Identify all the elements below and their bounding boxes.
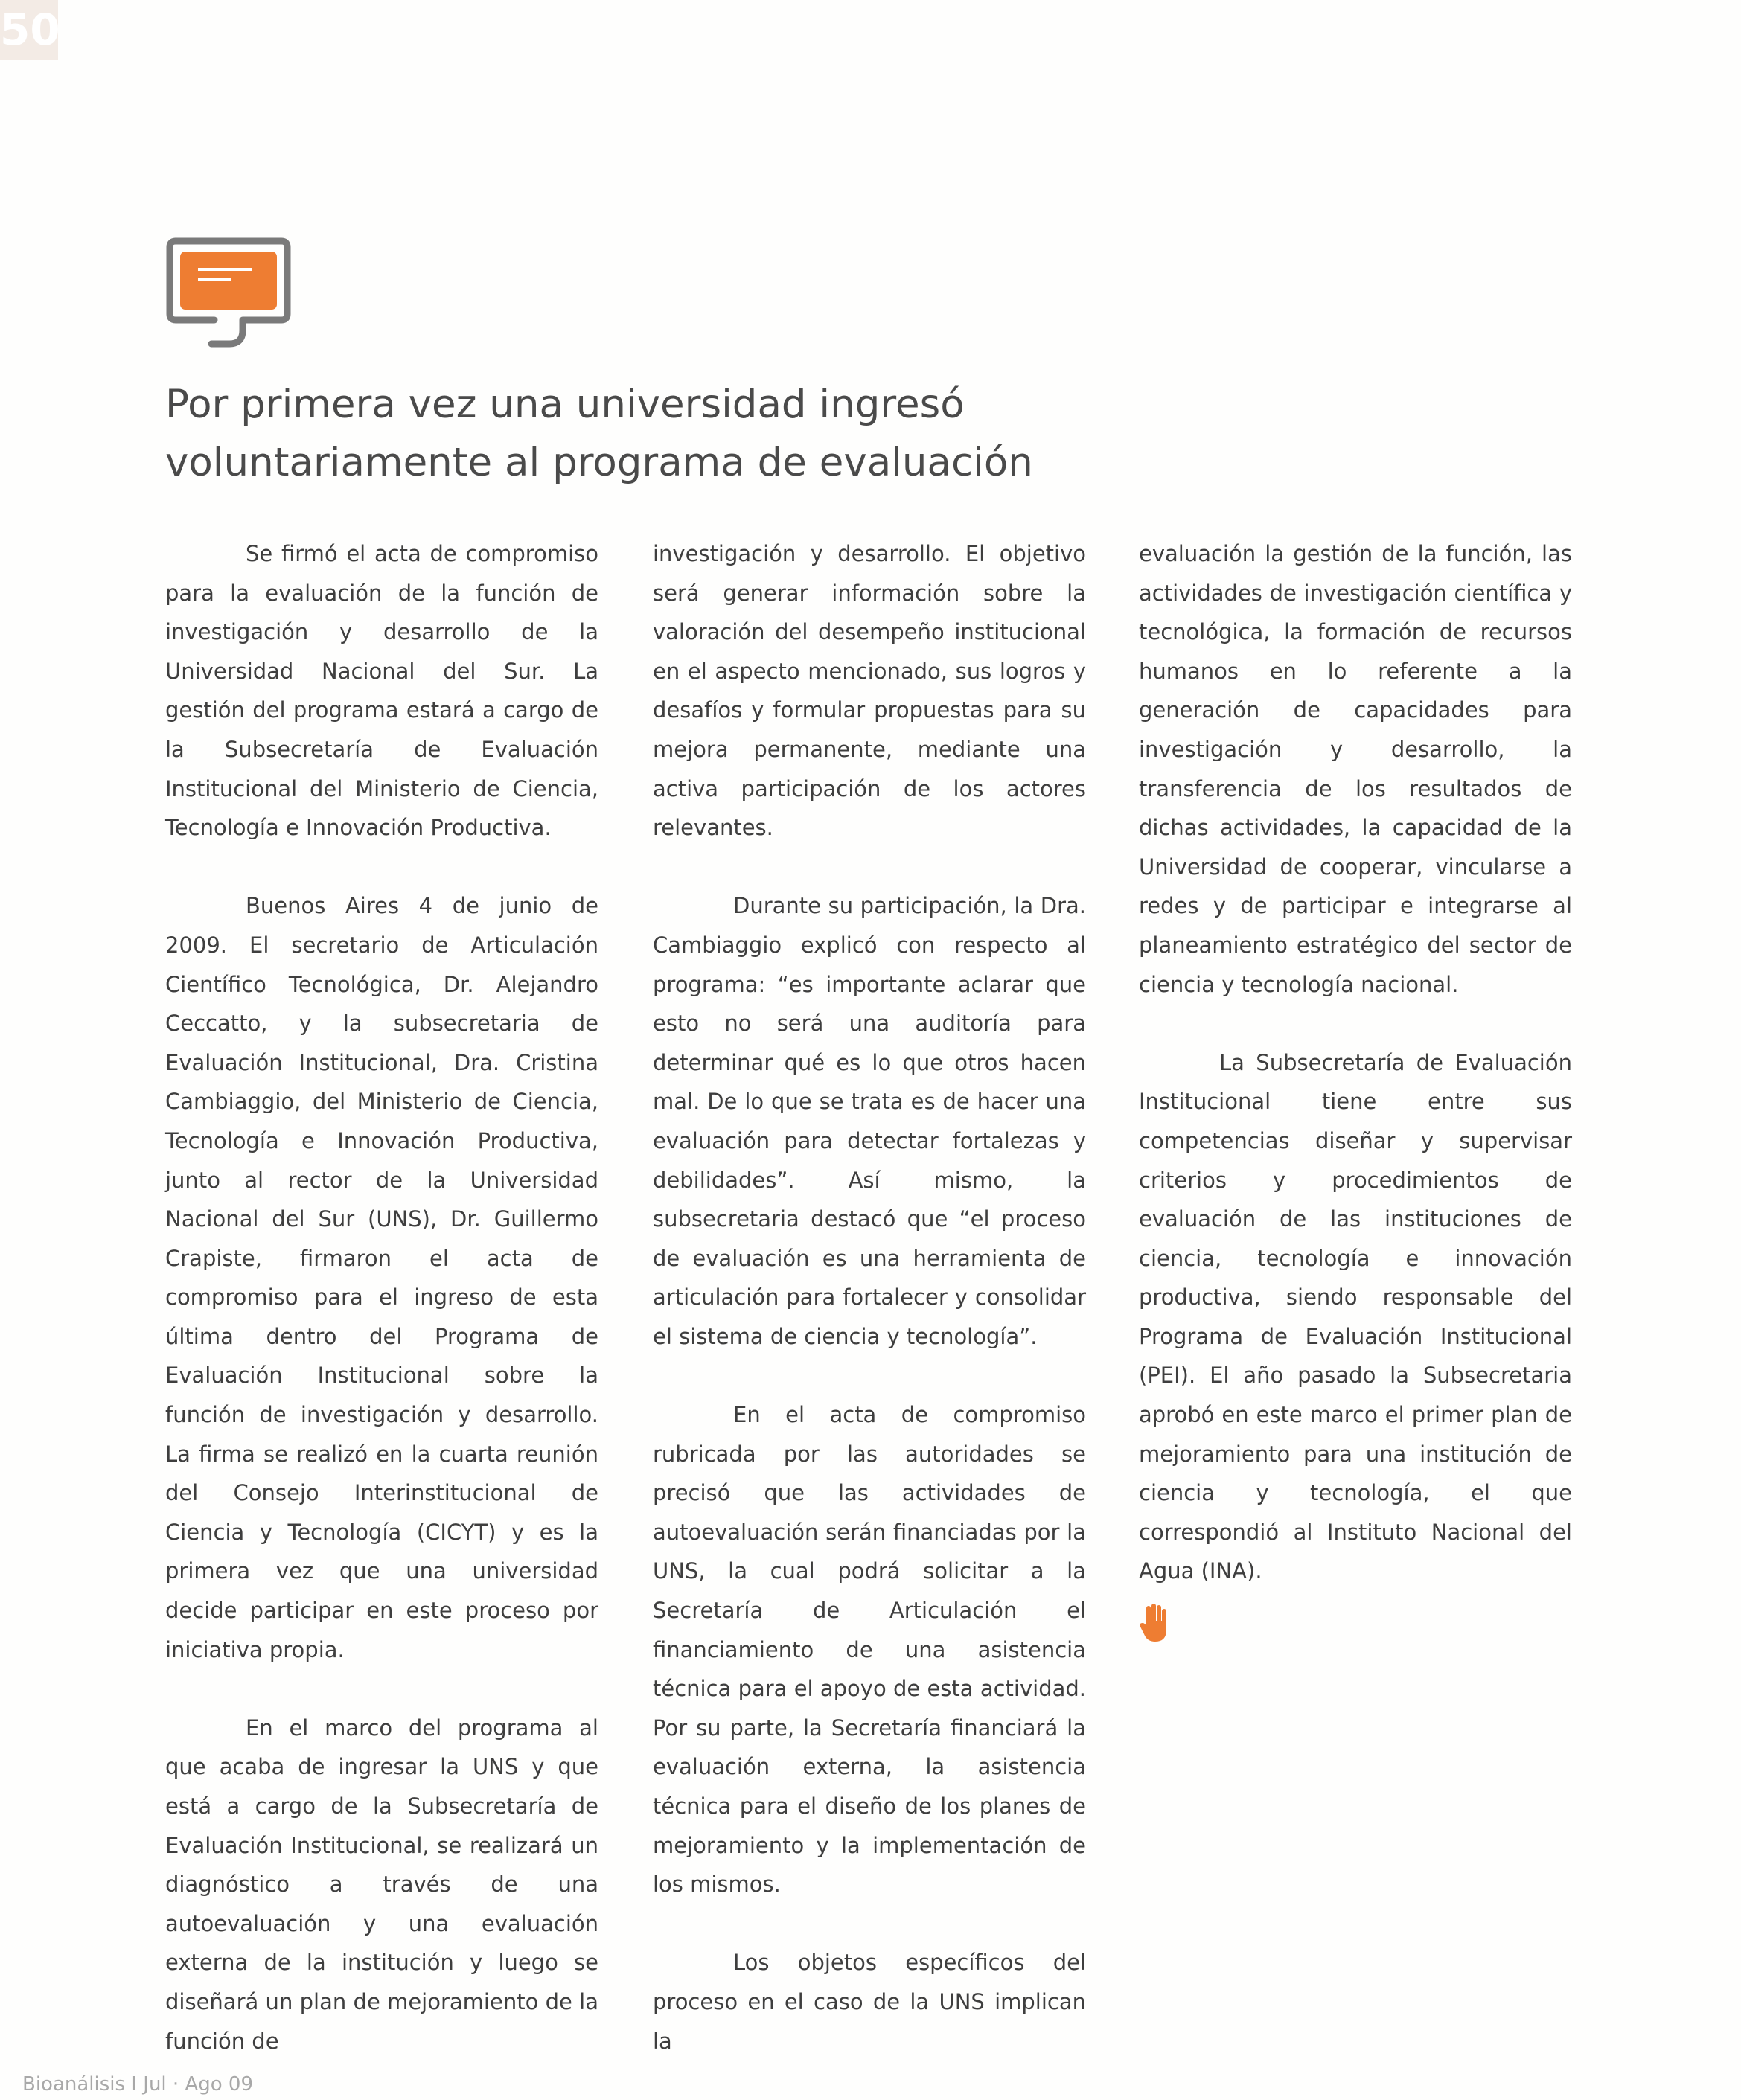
text-column-1	[165, 534, 598, 2061]
text-column-2	[653, 534, 1086, 2061]
paragraph: En el marco del programa al que acaba de ingresar la UNS y que está a cargo de la Subsecretaría de Evaluación Institucional, se realizará un diagnóstico a través de una autoevaluación y una evaluación externa de la institución y luego se diseñará un plan de mejoramiento de la función de	[165, 1715, 598, 2054]
article-title-line-2: voluntariamente al programa de evaluación	[165, 440, 1033, 485]
speech-bubble-icon	[165, 237, 292, 350]
paragraph: Los objetos específicos del proceso en el caso de la UNS implican la	[653, 1950, 1086, 2054]
paragraph: investigación y desarrollo. El objetivo será generar información sobre la valoración del desempeño institucional en el aspecto mencionado, sus logros y desafíos y formular propuestas para su mejora permanente, mediante una activa participación de los actores relevantes.	[653, 541, 1086, 841]
paragraph: Durante su participación, la Dra. Cambiaggio explicó con respecto al programa: “es importante aclarar que esto no será una auditoría para determinar qué es lo que otros hacen mal. De lo que se trata es de hacer una evaluación para detectar fortalezas y debilidades”. Así mismo, la subsecretaria destacó que “el proceso de evaluación es una herramienta de articulación para fortalecer y consolidar el sistema de ciencia y tecnología”.	[653, 893, 1086, 1349]
page-number: 50	[0, 0, 58, 60]
paragraph: Buenos Aires 4 de junio de 2009. El secretario de Articulación Científico Tecnológica, Dr. Alejandro Ceccatto, y la subsecretaria de Evaluación Institucional, Dra. Cristina Cambiaggio, del Ministerio de Ciencia, Tecnología e Innovación Productiva, junto al rector de la Universidad Nacional del Sur (UNS), Dr. Guillermo Crapiste, firmaron el acta de compromiso para el ingreso de esta última dentro del Programa de Evaluación Institucional sobre la función de investigación y desarrollo. La firma se realizó en la cuarta reunión del Consejo Interinstitucional de Ciencia y Tecnología (CICYT) y es la primera vez que una universidad decide participar en este proceso por iniciativa propia.	[165, 893, 598, 1662]
text-column-3	[1139, 534, 1572, 1643]
hand-icon	[1139, 1603, 1173, 1643]
footer-text: Bioanálisis I Jul · Ago 09	[22, 2073, 253, 2096]
paragraph: En el acta de compromiso rubricada por las autoridades se precisó que las actividades de autoevaluación serán financiadas por la UNS, la cual podrá solicitar a la Secretaría de Articulación el financiamiento de una asistencia técnica para el apoyo de esta actividad. Por su parte, la Secretaría financiará la evaluación externa, la asistencia técnica para el diseño de los planes de mejoramiento y la implementación de los mismos.	[653, 1402, 1086, 1898]
paragraph: Se firmó el acta de compromiso para la evaluación de la función de investigación y desarrollo de la Universidad Nacional del Sur. La gestión del programa estará a cargo de la Subsecretaría de Evaluación Institucional del Ministerio de Ciencia, Tecnología e Innovación Productiva.	[165, 541, 598, 841]
paragraph: La Subsecretaría de Evaluación Institucional tiene entre sus competencias diseñar y supervisar criterios y procedimientos de evaluación de las instituciones de ciencia, tecnología e innovación productiva, siendo responsable del Programa de Evaluación Institucional (PEI). El año pasado la Subsecretaria aprobó en este marco el primer plan de mejoramiento para una institución de ciencia y tecnología, el que correspondió al Instituto Nacional del Agua (INA).	[1139, 1049, 1572, 1584]
article-title-line-1: Por primera vez una universidad ingresó	[165, 382, 965, 427]
paragraph: evaluación la gestión de la función, las actividades de investigación científica y tecnológica, la formación de recursos humanos en lo referente a la generación de capacidades para investigación y desarrollo, la transferencia de los resultados de dichas actividades, la capacidad de la Universidad de cooperar, vincularse a redes y de participar e integrarse al planeamiento estratégico del sector de ciencia y tecnología nacional.	[1139, 541, 1572, 997]
article-title	[165, 376, 1133, 492]
